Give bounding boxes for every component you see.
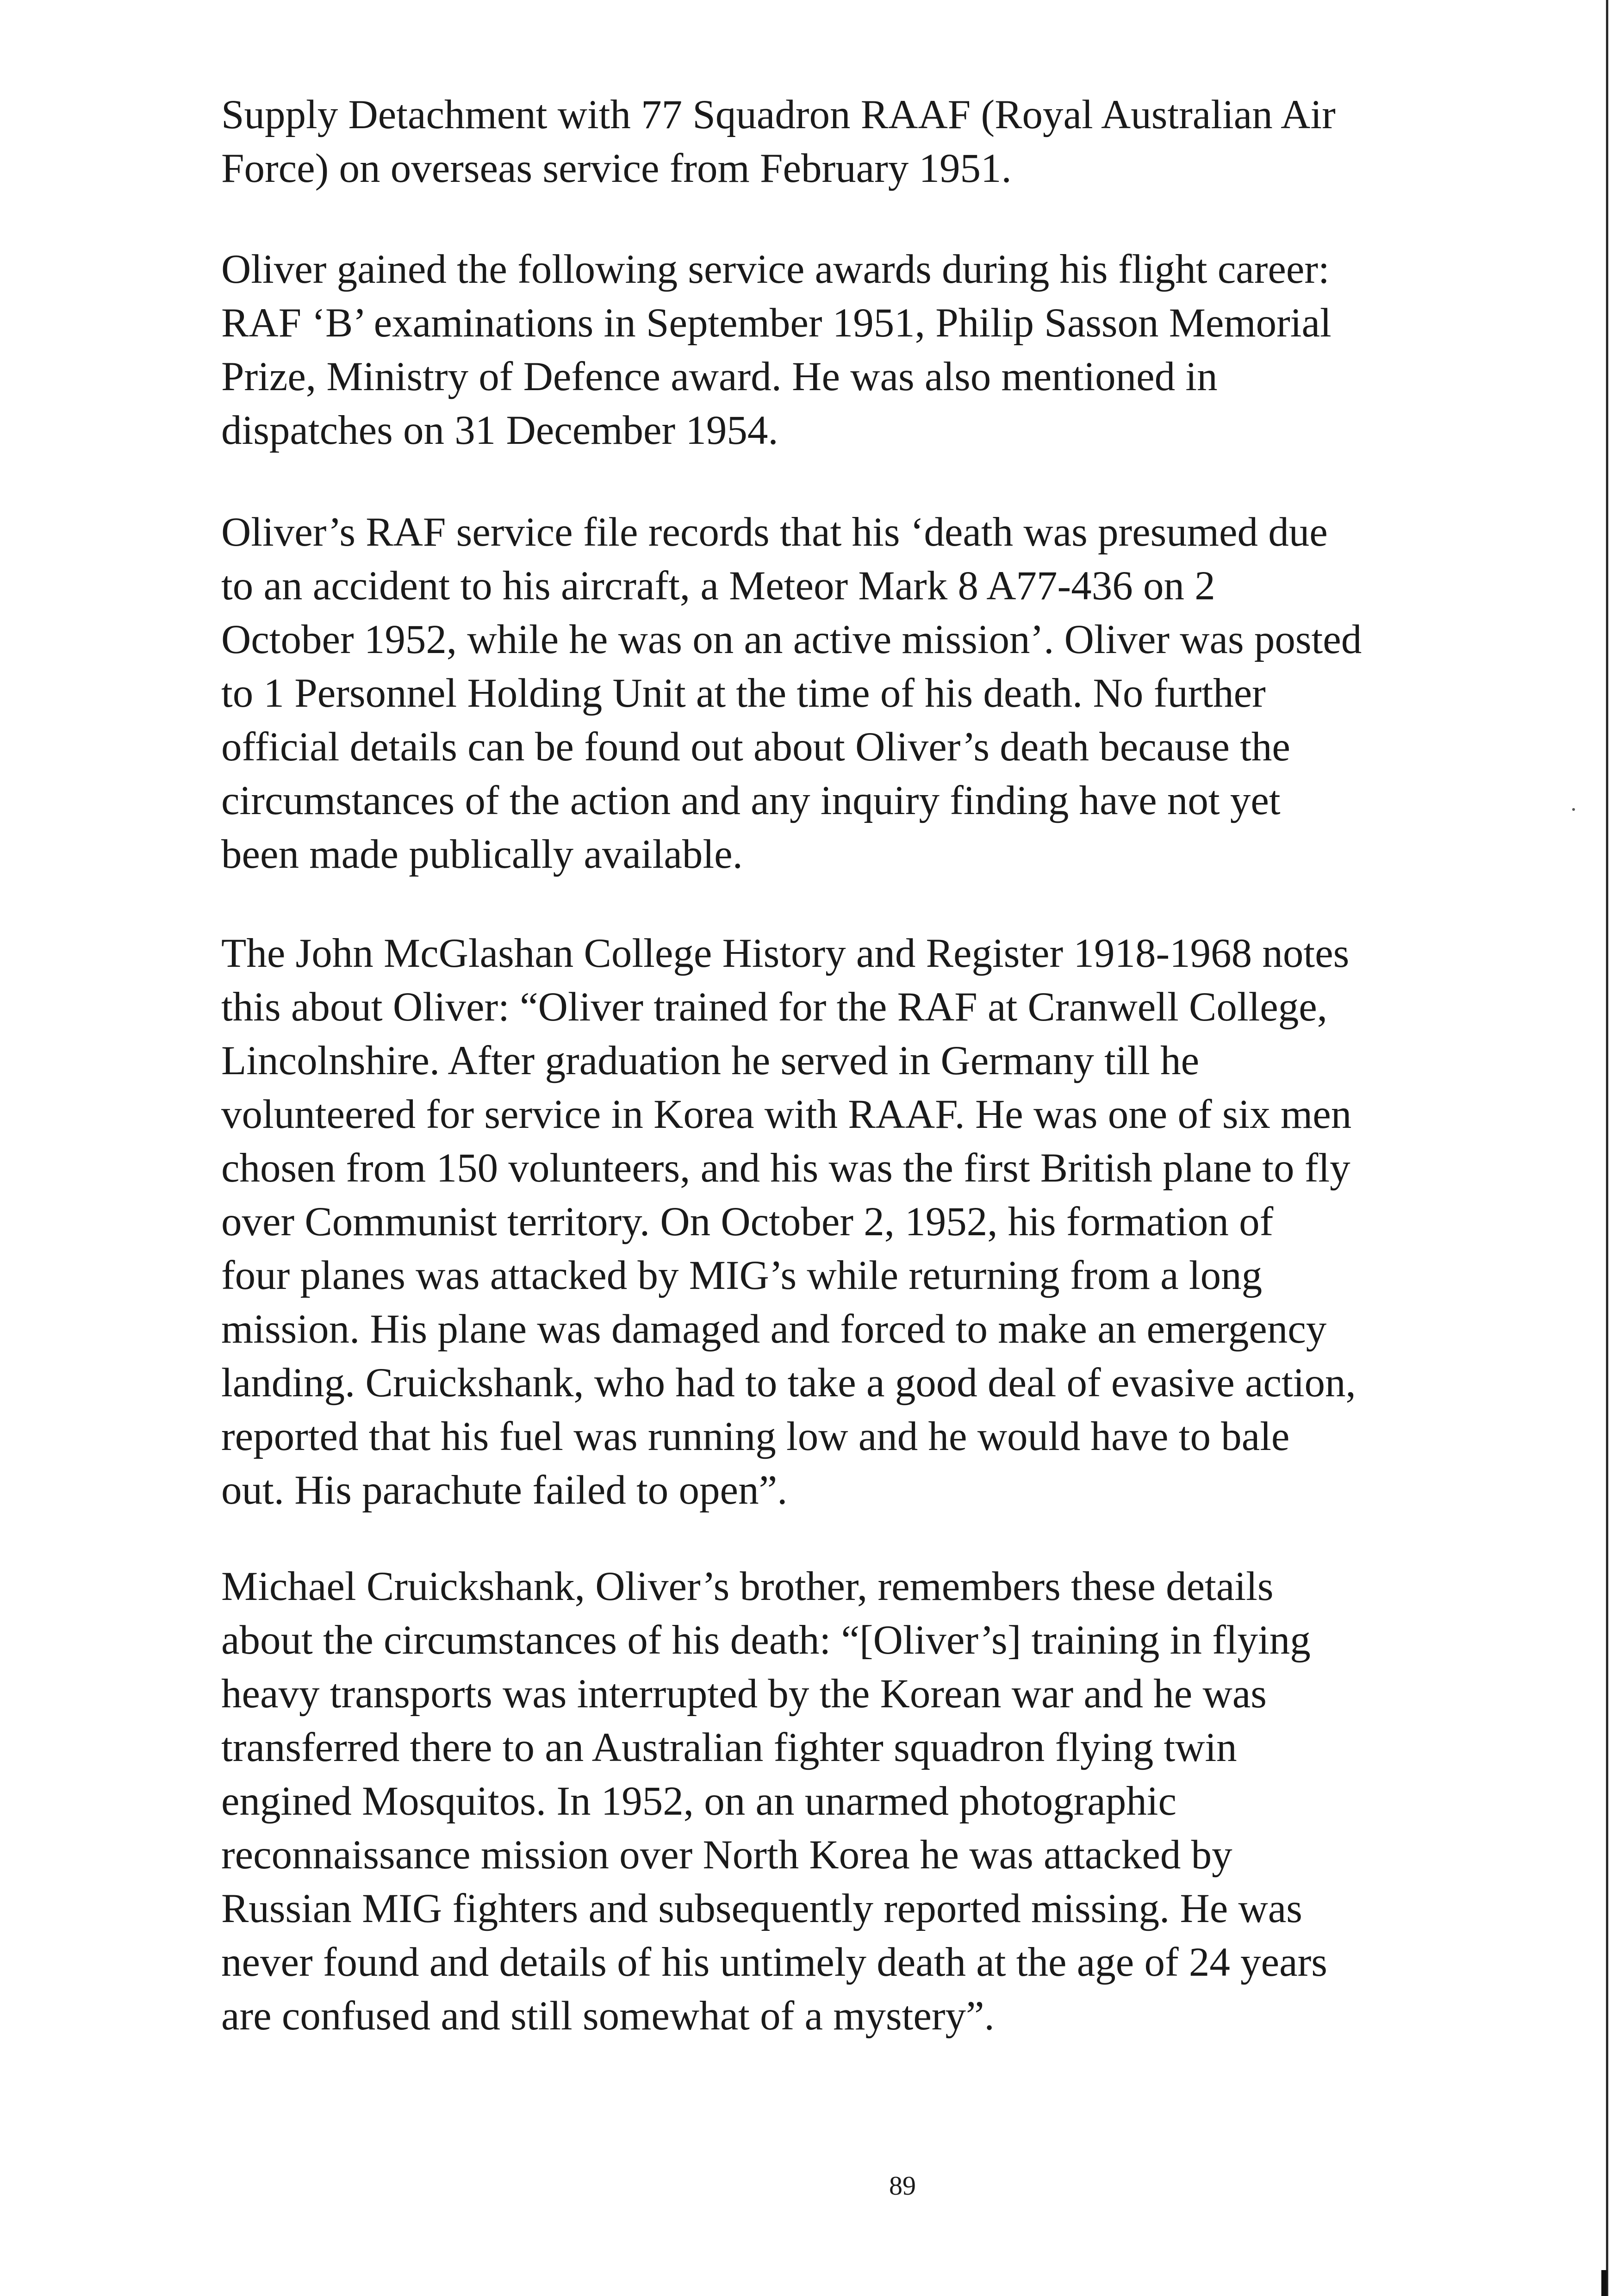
scan-speck — [1572, 808, 1575, 811]
text-line: transferred there to an Australian fighter squadron flying twin — [221, 1725, 1237, 1770]
text-line: over Communist territory. On October 2, 1952, his formation of — [221, 1199, 1274, 1244]
text-line: Lincolnshire. After graduation he served in Germany till he — [221, 1038, 1200, 1083]
text-line: landing. Cruickshank, who had to take a good deal of evasive action, — [221, 1360, 1356, 1406]
text-line: never found and details of his untimely death at the age of 24 years — [221, 1940, 1327, 1985]
text-line: reported that his fuel was running low and he would have to bale — [221, 1414, 1290, 1459]
text-line: four planes was attacked by MIG’s while returning from a long — [221, 1253, 1263, 1298]
paragraph-college-history — [221, 927, 1499, 1517]
text-line: about the circumstances of his death: “[Oliver’s] training in flying — [221, 1618, 1311, 1663]
text-line: circumstances of the action and any inquiry finding have not yet — [221, 778, 1281, 823]
text-line: RAF ‘B’ examinations in September 1951, Philip Sasson Memorial — [221, 300, 1332, 346]
page-number: 89 — [889, 2171, 916, 2201]
text-line: Oliver’s RAF service file records that his ‘death was presumed due — [221, 510, 1328, 555]
text-line: official details can be found out about Oliver’s death because the — [221, 724, 1290, 770]
text-line: chosen from 150 volunteers, and his was the first British plane to fly — [221, 1145, 1350, 1191]
text-line: reconnaissance mission over North Korea he was attacked by — [221, 1832, 1232, 1878]
paragraph-service-awards — [221, 243, 1499, 457]
text-line: engined Mosquitos. In 1952, on an unarmed photographic — [221, 1779, 1176, 1824]
text-line: to 1 Personnel Holding Unit at the time of his death. No further — [221, 671, 1266, 716]
text-line: October 1952, while he was on an active mission’. Oliver was posted — [221, 617, 1362, 662]
text-line: out. His parachute failed to open”. — [221, 1468, 788, 1513]
text-line: to an accident to his aircraft, a Meteor Mark 8 A77-436 on 2 — [221, 563, 1215, 609]
text-line: mission. His plane was damaged and forced to make an emergency — [221, 1307, 1327, 1352]
paragraph-supply-detachment — [221, 88, 1499, 195]
text-line: been made publically available. — [221, 832, 743, 877]
text-line: volunteered for service in Korea with RAAF. He was one of six men — [221, 1092, 1352, 1137]
text-line: Oliver gained the following service awards during his flight career: — [221, 247, 1330, 292]
text-line: Force) on overseas service from February 1951. — [221, 146, 1012, 191]
text-line: Russian MIG fighters and subsequently reported missing. He was — [221, 1886, 1302, 1931]
paragraph-service-file — [221, 505, 1499, 881]
scan-edge-line — [1606, 0, 1608, 2296]
text-line: heavy transports was interrupted by the Korean war and he was — [221, 1671, 1267, 1717]
text-line: Prize, Ministry of Defence award. He was also mentioned in — [221, 354, 1218, 399]
text-line: Michael Cruickshank, Oliver’s brother, remembers these details — [221, 1564, 1274, 1609]
text-line: dispatches on 31 December 1954. — [221, 408, 778, 453]
scan-edge-mark — [1601, 2270, 1607, 2296]
text-line: are confused and still somewhat of a mystery”. — [221, 1993, 995, 2039]
text-line: Supply Detachment with 77 Squadron RAAF (Royal Australian Air — [221, 92, 1336, 137]
paragraph-brother-recollection — [221, 1560, 1499, 2043]
text-line: this about Oliver: “Oliver trained for the RAF at Cranwell College, — [221, 984, 1328, 1030]
text-line: The John McGlashan College History and Register 1918-1968 notes — [221, 931, 1350, 976]
